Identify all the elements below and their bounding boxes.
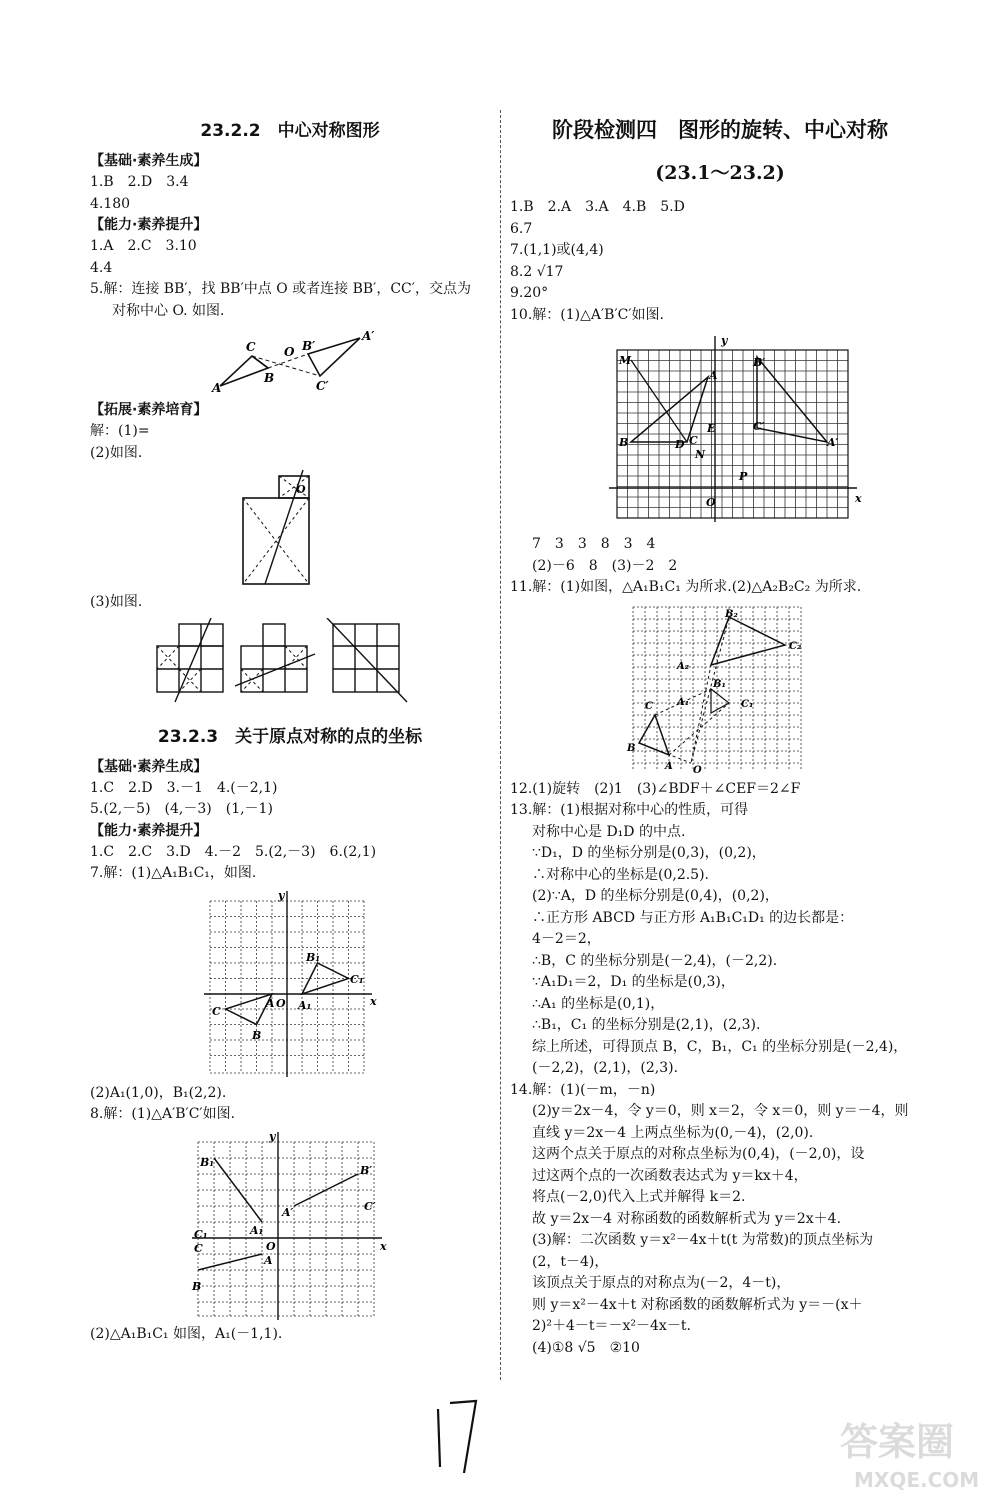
answer-line: 8.解：(1)△A′B′C′如图.	[90, 1106, 236, 1122]
label-O: O	[284, 345, 295, 359]
label-O: O	[706, 496, 716, 509]
answer-line: 2)²＋4－t＝－x²－4x－t.	[532, 1318, 691, 1334]
label-O: O	[296, 483, 306, 496]
stage-test-title: 阶段检测四 图形的旋转、中心对称	[552, 118, 888, 142]
answer-line: (3)解：二次函数 y＝x²－4x＋t(t 为常数)的顶点坐标为	[532, 1232, 874, 1248]
answer-line: (2)△A₁B₁C₁ 如图，A₁(－1,1).	[90, 1325, 283, 1342]
answer-line: 解：(1)=	[90, 423, 150, 439]
answer-line: 8.2 √17	[510, 263, 564, 280]
answer-line: 故 y＝2x－4 对称函数的函数解析式为 y＝2x＋4.	[532, 1210, 842, 1227]
answer-line: (2)－6 8 (3)－2 2	[532, 557, 678, 574]
answer-line: ∴正方形 ABCD 与正方形 A₁B₁C₁D₁ 的边长都是：	[532, 909, 854, 926]
answer-line: ∴B₁，C₁ 的坐标分别是(2,1)，(2,3).	[532, 1017, 761, 1033]
answer-line: 对称中心是 D₁D 的中点.	[532, 823, 686, 840]
label-y: y	[278, 888, 285, 902]
answer-line: ∴B，C 的坐标分别是(－2,4)，(－2,2).	[532, 952, 778, 969]
answer-line: 该顶点关于原点的对称点为(－2，4－t)，	[532, 1275, 791, 1291]
answer-line: 9.20°	[510, 285, 549, 301]
answer-line: (2)∵A，D 的坐标分别是(0,4)，(0,2)，	[532, 888, 779, 904]
answer-line: 1.B 2.A 3.A 4.B 5.D	[510, 199, 685, 215]
label-O: O	[276, 996, 286, 1010]
answer-line: 14.解：(1)(－m，－n)	[510, 1081, 656, 1098]
label-B: B	[192, 1279, 202, 1293]
answer-line: 5.解：连接 BB′，找 BB′中点 O 或者连接 BB′，CC′，交点为	[90, 281, 471, 297]
answer-line: 1.C 2.D 3.－1 4.(－2,1)	[90, 779, 278, 796]
watermark-logo	[830, 1405, 990, 1495]
label-C: C	[212, 1004, 221, 1018]
grid-figure-q10	[605, 330, 875, 530]
label-A1: A₁	[298, 998, 312, 1012]
label-B1: B₁	[200, 1155, 215, 1169]
label-B: B	[264, 371, 275, 385]
label-B: B	[627, 742, 636, 754]
label-D: D	[675, 438, 685, 451]
label-A1: A₁	[250, 1223, 264, 1237]
tag-basic: 【基础·素养生成】	[90, 758, 208, 775]
label-O: O	[266, 1239, 276, 1253]
symmetry-figure-q5	[190, 326, 390, 396]
label-M: M	[619, 354, 632, 367]
answer-line: 4.4	[90, 259, 113, 276]
answer-line: 6.7	[510, 220, 533, 237]
label-x: x	[370, 994, 377, 1008]
label-A2: A₂	[677, 660, 690, 672]
answer-line: ∵D₁，D 的坐标分别是(0,3)，(0,2)，	[532, 845, 766, 861]
grid-figure-q11	[625, 603, 825, 775]
answer-line: 12.(1)旋转 (2)1 (3)∠BDF＋∠CEF＝2∠F	[510, 780, 801, 797]
column-divider	[500, 110, 501, 1380]
grid-figure-q8	[190, 1130, 390, 1320]
label-C: C	[645, 700, 653, 712]
label-B-prime: B′	[753, 356, 766, 369]
label-A1: A₁	[677, 696, 690, 708]
answer-line: 7.(1,1)或(4,4)	[510, 242, 604, 258]
answer-line: 11.解：(1)如图，△A₁B₁C₁ 为所求.(2)△A₂B₂C₂ 为所求.	[510, 579, 862, 595]
right-column	[510, 110, 930, 1359]
answer-line: 1.C 2.C 3.D 4.－2 5.(2,－3) 6.(2,1)	[90, 843, 377, 860]
answer-line: 10.解：(1)△A′B′C′如图.	[510, 306, 664, 323]
answer-line: (2)如图.	[90, 444, 143, 461]
answer-line: 将点(－2,0)代入上式并解得 k＝2.	[532, 1189, 746, 1205]
label-A-prime: A′	[827, 436, 839, 449]
label-E: E	[707, 422, 716, 435]
label-A-prime: A′	[282, 1205, 294, 1219]
answer-line: (－2,2)，(2,1)，(2,3).	[532, 1060, 679, 1076]
label-C1: C₁	[194, 1227, 208, 1241]
answer-line: (2)y＝2x－4，令 y＝0，则 x＝2，令 x＝0，则 y＝－4，则	[532, 1103, 909, 1119]
answer-line: ∴A₁ 的坐标是(0,1)，	[532, 995, 665, 1012]
label-B: B	[619, 436, 629, 449]
watermark-text: 答案圈	[840, 1420, 955, 1464]
answer-line: ∴对称中心的坐标是(0,2.5).	[532, 866, 709, 883]
tag-basic: 【基础·素养生成】	[90, 153, 208, 169]
answer-line: (4)①8 √5 ②10	[532, 1339, 640, 1356]
answer-line: 4.180	[90, 195, 131, 212]
label-x: x	[855, 492, 862, 505]
answer-line: 综上所述，可得顶点 B，C，B₁，C₁ 的坐标分别是(－2,4)，	[532, 1038, 908, 1055]
answer-line: (3)如图.	[90, 594, 143, 610]
label-B1: B₁	[713, 678, 726, 690]
label-C2: C₂	[789, 640, 802, 652]
label-C-prime: C′	[316, 379, 329, 393]
label-y: y	[721, 334, 728, 347]
answer-line: 13.解：(1)根据对称中心的性质，可得	[510, 802, 749, 818]
section-title-23-2-2: 23.2.2 中心对称图形	[200, 121, 380, 141]
three-division-figures	[155, 618, 425, 708]
label-B1: B₁	[306, 950, 321, 964]
left-column	[90, 110, 490, 1345]
grid-figure-q7	[200, 889, 380, 1079]
answer-line: 直线 y＝2x－4 上两点坐标为(0,－4)，(2,0).	[532, 1124, 814, 1141]
answer-line: 过这两个点的一次函数表达式为 y＝kx＋4，	[532, 1167, 808, 1184]
label-C1: C₁	[350, 972, 364, 986]
answer-line: 1.B 2.D 3.4	[90, 174, 189, 190]
label-O: O	[693, 764, 702, 775]
answer-line: ∵A₁D₁＝2，D₁ 的坐标是(0,3)，	[532, 974, 735, 990]
label-C-prime: C′	[364, 1199, 376, 1213]
label-A: A	[212, 381, 222, 395]
answer-line: 则 y＝x²－4x＋t 对称函数的函数解析式为 y＝－(x＋	[532, 1296, 863, 1313]
answer-line: 1.A 2.C 3.10	[90, 238, 197, 254]
label-C: C	[246, 340, 256, 354]
label-C: C	[689, 434, 698, 447]
label-B2: B₂	[725, 608, 738, 620]
label-N: N	[695, 448, 706, 461]
tag-ability: 【能力·素养提升】	[90, 822, 208, 839]
tag-ability: 【能力·素养提升】	[90, 217, 208, 233]
answer-line: 这两个点关于原点的对称点坐标为(0,4)，(－2,0)，设	[532, 1146, 865, 1162]
label-y: y	[269, 1129, 276, 1143]
label-A: A	[264, 1253, 273, 1267]
stage-test-subtitle: (23.1～23.2)	[655, 162, 785, 184]
label-B-prime: B′	[302, 339, 316, 353]
tag-extension: 【拓展·素养培育】	[90, 402, 208, 418]
section-title-23-2-3: 23.2.3 关于原点对称的点的坐标	[157, 726, 423, 747]
label-C1: C₁	[741, 698, 754, 710]
answer-line: (2，t－4)，	[532, 1253, 609, 1270]
square-division-figure	[235, 468, 345, 588]
label-B: B	[252, 1028, 262, 1042]
label-C-prime: C′	[753, 420, 765, 433]
label-B-prime: B′	[360, 1163, 373, 1177]
label-A: A	[665, 760, 673, 772]
answer-line: 4－2＝2，	[532, 931, 601, 947]
answer-line: 7 3 3 8 3 4	[532, 536, 656, 552]
label-A: A	[266, 996, 275, 1010]
answer-line: 7.解：(1)△A₁B₁C₁，如图.	[90, 865, 257, 881]
label-A-prime: A′	[362, 329, 375, 343]
answer-line: 对称中心 O. 如图.	[112, 302, 225, 319]
answer-line: 5.(2,－5) (4,－3) (1,－1)	[90, 801, 273, 817]
page-number	[430, 1395, 490, 1475]
label-x: x	[380, 1239, 387, 1253]
label-P: P	[739, 470, 748, 483]
label-A: A	[709, 369, 718, 382]
label-C: C	[194, 1241, 203, 1255]
answer-line: (2)A₁(1,0)，B₁(2,2).	[90, 1084, 227, 1101]
watermark-url: MXQE.COM	[854, 1468, 980, 1492]
